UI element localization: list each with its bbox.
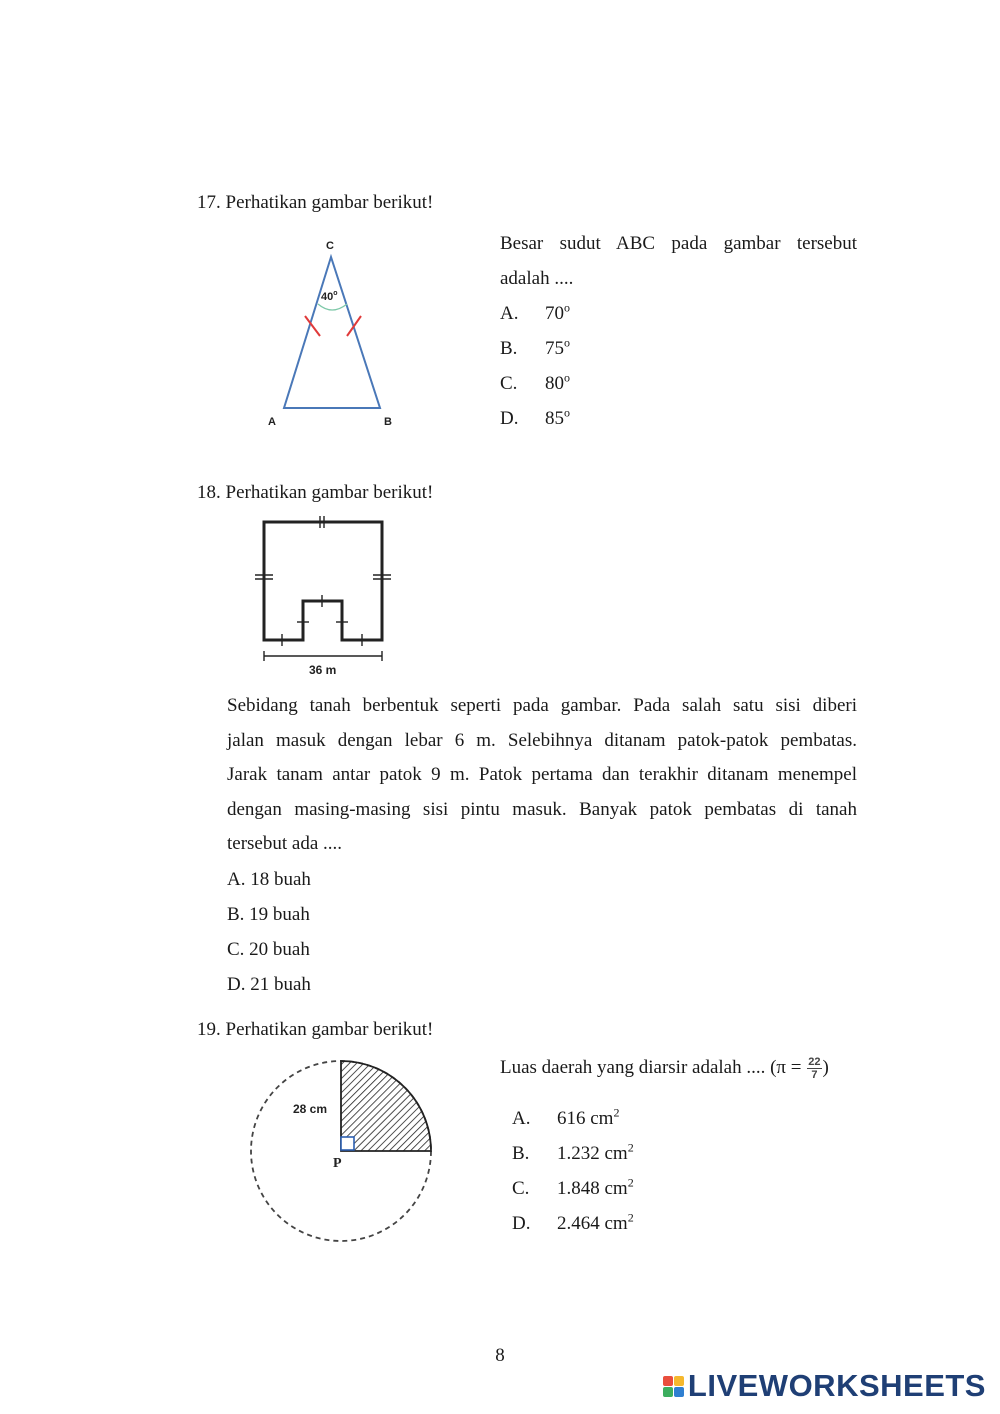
logo-text: LIVEWORKSHEETS xyxy=(687,1368,986,1403)
width-label: 36 m xyxy=(309,663,337,677)
q19-stem-text: Luas daerah yang diarsir adalah .... (π = xyxy=(500,1056,802,1078)
fraction-denominator: 7 xyxy=(811,1069,818,1081)
logo-square-icon xyxy=(674,1387,684,1397)
q17-title: 17. Perhatikan gambar berikut! xyxy=(197,192,434,213)
q18-land-figure xyxy=(250,512,395,682)
vertex-label-b: B xyxy=(384,416,392,428)
q17-stem-line1: Besar sudut ABC pada gambar tersebut xyxy=(500,233,857,254)
radius-label: 28 cm xyxy=(293,1102,328,1116)
vertex-label-a: A xyxy=(268,416,276,428)
triangle-shape xyxy=(284,257,380,408)
angle-degree: o xyxy=(333,290,338,297)
q19-option-b[interactable] xyxy=(512,1136,634,1171)
option-value: 1.232 cm xyxy=(557,1143,628,1164)
q19-stem xyxy=(500,1056,829,1081)
q17-triangle-figure xyxy=(260,232,410,432)
logo-square-icon xyxy=(674,1376,684,1386)
right-angle-mark xyxy=(341,1137,354,1150)
equal-side-ticks xyxy=(255,516,391,646)
q19-option-d[interactable] xyxy=(512,1206,634,1241)
q18-stem xyxy=(227,689,857,862)
q18-stem-line: Sebidang tanah berbentuk seperti pada gambar. Pada salah satu sisi diberi xyxy=(227,695,857,716)
q18-stem-line: dengan masing-masing sisi pintu masuk. Banyak patok pembatas di tanah xyxy=(227,798,857,820)
logo-square-icon xyxy=(663,1387,673,1397)
logo-square-icon xyxy=(663,1376,673,1386)
q18-stem-line: Jarak tanam antar patok 9 m. Patok pertama dan terakhir ditanam menempel xyxy=(227,764,857,785)
degree-mark: o xyxy=(564,300,570,315)
option-letter: D. xyxy=(500,408,519,429)
q18-option-d[interactable]: D. 21 buah xyxy=(227,974,311,995)
exponent: 2 xyxy=(627,1140,634,1155)
pi-fraction xyxy=(807,1056,821,1081)
q19-circle-figure xyxy=(240,1052,445,1252)
q17-option-c[interactable] xyxy=(500,366,570,401)
logo-mark-icon xyxy=(663,1376,684,1397)
option-value: 75 xyxy=(545,338,564,359)
q18-option-b[interactable]: B. 19 buah xyxy=(227,904,310,925)
option-letter: A. xyxy=(500,303,519,324)
option-value: 2.464 cm xyxy=(557,1213,628,1234)
degree-mark: o xyxy=(564,370,570,385)
q19-stem-end: ) xyxy=(822,1056,829,1078)
vertex-label-c: C xyxy=(326,240,334,252)
q18-title: 18. Perhatikan gambar berikut! xyxy=(197,482,434,503)
q17-stem xyxy=(500,226,857,296)
page-number: 8 xyxy=(495,1345,505,1366)
q17-option-b[interactable] xyxy=(500,331,570,366)
angle-arc xyxy=(318,304,347,310)
angle-label xyxy=(321,290,338,303)
exponent: 2 xyxy=(627,1210,634,1225)
liveworksheets-logo[interactable] xyxy=(663,1368,986,1404)
q18-option-c[interactable]: C. 20 buah xyxy=(227,939,310,960)
option-letter: C. xyxy=(500,373,518,394)
option-letter: B. xyxy=(512,1143,530,1164)
q18-stem-line: jalan masuk dengan lebar 6 m. Selebihnya ditanam patok-patok pembatas. xyxy=(227,729,857,751)
q17-options xyxy=(500,296,570,436)
q18-option-a[interactable]: A. 18 buah xyxy=(227,869,311,890)
q19-options xyxy=(512,1101,634,1241)
exponent: 2 xyxy=(627,1175,634,1190)
fraction-numerator: 22 xyxy=(808,1056,821,1068)
q18-options xyxy=(227,862,311,1002)
option-letter: A. xyxy=(512,1108,531,1129)
tick-mark-right xyxy=(347,316,361,336)
q19-title: 19. Perhatikan gambar berikut! xyxy=(197,1019,434,1040)
q18-stem-line: tersebut ada .... xyxy=(227,833,343,854)
q17-stem-line2: adalah .... xyxy=(500,268,574,289)
q17-option-d[interactable] xyxy=(500,401,570,436)
option-value: 80 xyxy=(545,373,564,394)
option-letter: C. xyxy=(512,1178,530,1199)
exponent: 2 xyxy=(613,1105,620,1120)
land-outline xyxy=(264,522,382,640)
degree-mark: o xyxy=(564,335,570,350)
degree-mark: o xyxy=(564,405,570,420)
q17-option-a[interactable] xyxy=(500,296,570,331)
option-value: 616 cm xyxy=(557,1108,614,1129)
option-letter: D. xyxy=(512,1213,531,1234)
width-dimension-line xyxy=(264,651,382,661)
option-value: 85 xyxy=(545,408,564,429)
center-label: P xyxy=(333,1156,342,1171)
option-value: 1.848 cm xyxy=(557,1178,628,1199)
q19-option-a[interactable] xyxy=(512,1101,634,1136)
q19-option-c[interactable] xyxy=(512,1171,634,1206)
angle-value: 40 xyxy=(321,291,334,303)
option-letter: B. xyxy=(500,338,518,359)
option-value: 70 xyxy=(545,303,564,324)
